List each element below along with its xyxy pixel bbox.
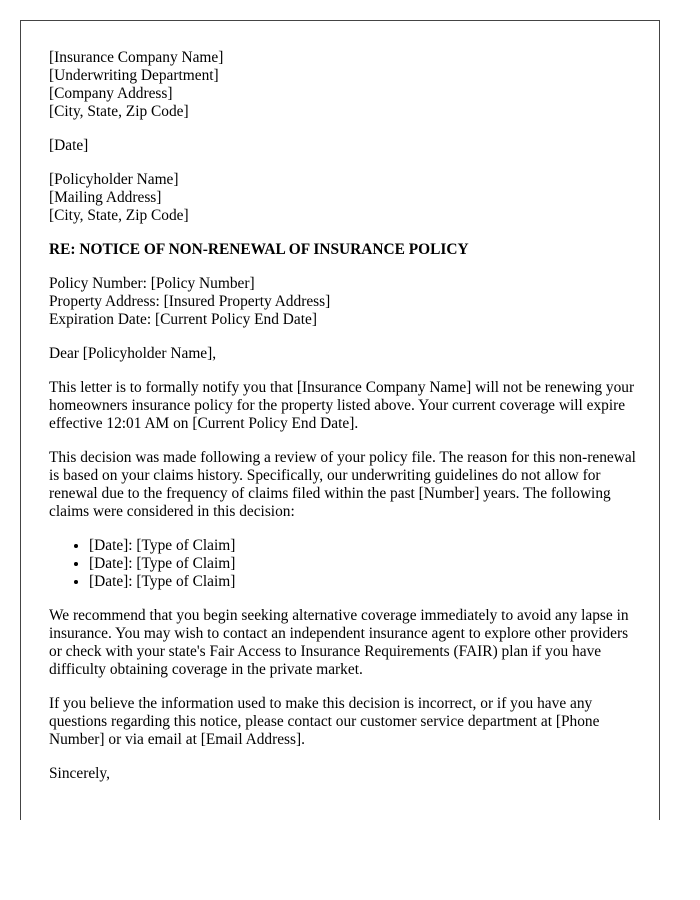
letter-page xyxy=(20,20,660,820)
paragraph-contact: If you believe the information used to make this decision is incorrect, or if you have any questions regarding this notice, please contact our customer service department at [Phone Number] or via email at [Email Address]. xyxy=(49,695,600,748)
sender-address-block xyxy=(49,49,641,121)
sender-address: [Company Address] xyxy=(49,85,173,102)
letter-date: [Date] xyxy=(49,137,89,154)
paragraph-recommendation: We recommend that you begin seeking alternative coverage immediately to avoid any lapse in insurance. You may wish to contact an independent insurance agent to explore other providers or check with your state's Fair Access to Insurance Requirements (FAIR) plan if you have difficulty obtaining coverage in the private market. xyxy=(49,607,629,678)
list-item: • [Date]: [Type of Claim] xyxy=(89,573,641,591)
salutation: Dear [Policyholder Name], xyxy=(49,345,217,362)
list-item: • [Date]: [Type of Claim] xyxy=(89,555,641,573)
policy-info-block xyxy=(49,275,641,329)
sender-city-state-zip: [City, State, Zip Code] xyxy=(49,103,189,120)
property-address: Property Address: [Insured Property Address] xyxy=(49,293,331,310)
recipient-address-block xyxy=(49,171,641,225)
recipient-city-state-zip: [City, State, Zip Code] xyxy=(49,207,189,224)
recipient-name: [Policyholder Name] xyxy=(49,171,179,188)
claims-list xyxy=(49,537,641,591)
recipient-mailing-address: [Mailing Address] xyxy=(49,189,162,206)
expiration-date: Expiration Date: [Current Policy End Date] xyxy=(49,311,317,328)
closing: Sincerely, xyxy=(49,765,110,782)
letter-body xyxy=(49,49,641,799)
sender-department: [Underwriting Department] xyxy=(49,67,219,84)
paragraph-notice: This letter is to formally notify you that [Insurance Company Name] will not be renewing your homeowners insurance policy for the property listed above. Your current coverage will expire effective 12:01 AM on [Current Policy End Date]. xyxy=(49,379,635,432)
letter-date-block xyxy=(49,137,641,155)
sender-company-name: [Insurance Company Name] xyxy=(49,49,224,66)
policy-number: Policy Number: [Policy Number] xyxy=(49,275,255,292)
list-item: • [Date]: [Type of Claim] xyxy=(89,537,641,555)
paragraph-reason: This decision was made following a review of your policy file. The reason for this non-renewal is based on your claims history. Specifically, our underwriting guidelines do not allow for renewal due to the frequency of claims filed within the past [Number] years. The following claims were considered in this decision: xyxy=(49,449,636,520)
letter-subject: RE: NOTICE OF NON-RENEWAL OF INSURANCE POLICY xyxy=(49,241,469,258)
